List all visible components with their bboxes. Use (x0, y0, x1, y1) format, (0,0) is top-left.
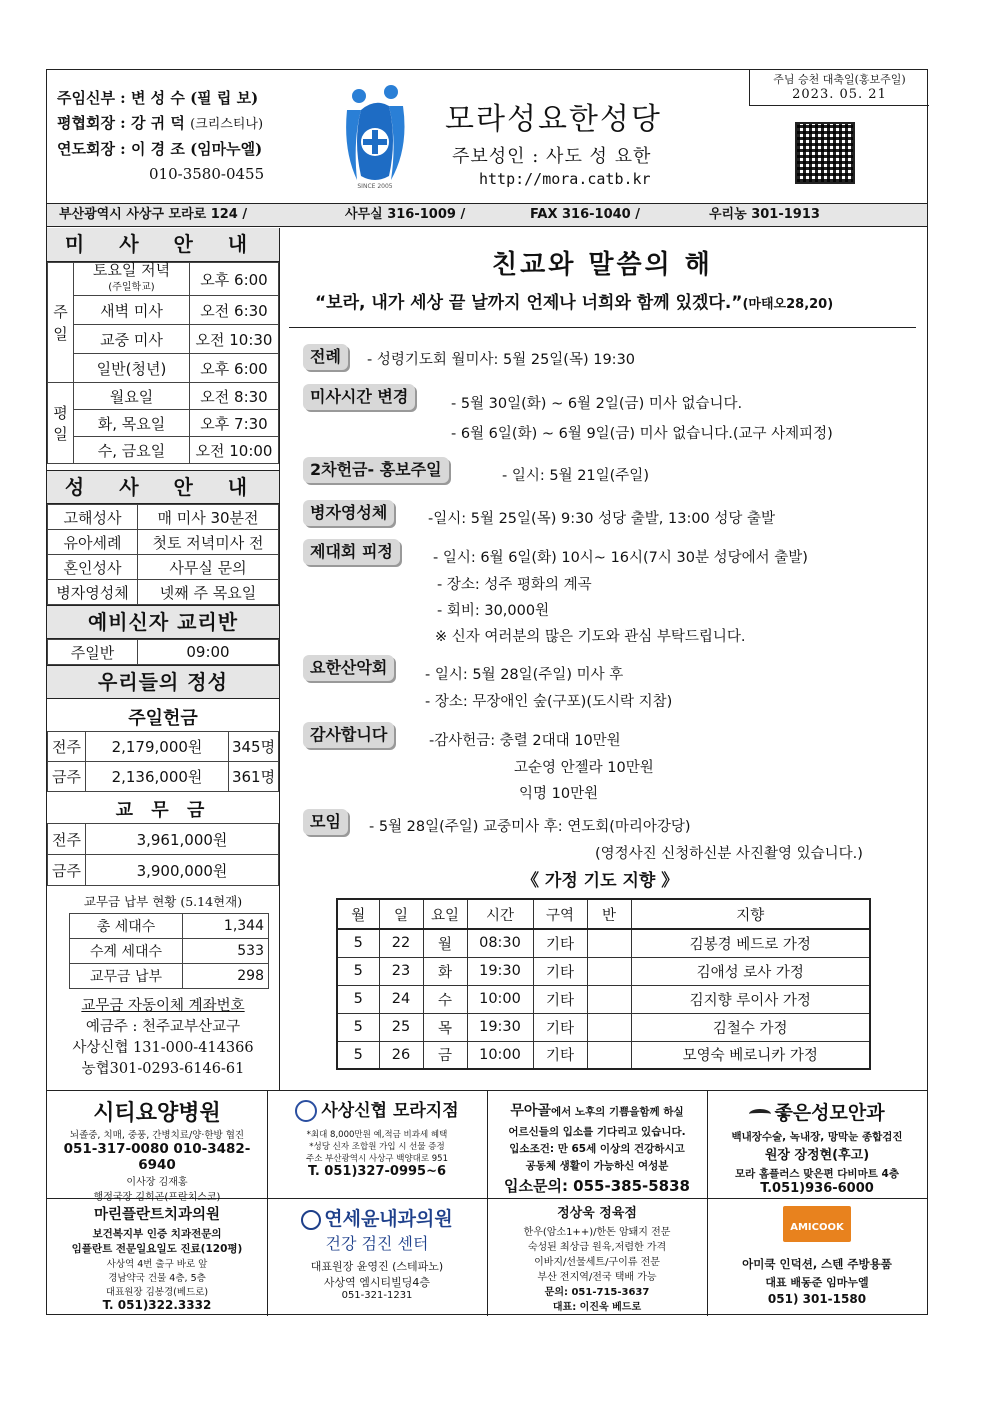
sacrament-value: 사무실 문의 (138, 555, 279, 580)
table-row: 5 22 월 08:30 기타 김봉경 베드로 가정 (337, 929, 870, 957)
senior-president: 연도회장 : 이 경 조 (임마누엘) (57, 140, 263, 158)
catechumen-title: 예비신자 교리반 (47, 605, 279, 639)
table-row: 5 25 목 19:30 기타 김철수 가정 (337, 1013, 870, 1041)
week-label: 전주 (48, 732, 86, 762)
sacrament-name: 혼인성사 (48, 555, 138, 580)
year-theme-title: 친교와 말씀의 해 (492, 250, 713, 280)
table-row: 5 26 금 10:00 기타 모영숙 베로니카 가정 (337, 1041, 870, 1069)
ad-sasang-credit-union[interactable]: 사상신협 모라지점 *최대 8,000만원 예,적금 비과세 혜택 *성당 신자 조합원 가입 시 선물 증정 주소 부산광역시 사상구 백양대로 951 T. 051)327-0995~6 (267, 1096, 487, 1179)
status-label: 총 세대수 (70, 914, 183, 939)
left-column (47, 228, 280, 1090)
due-status-title: 교무금 납부 현황 (5.14현재) (83, 894, 243, 909)
eye-logo-icon (749, 1109, 771, 1119)
table-row: 5 24 수 10:00 기타 김지향 루이사 가정 (337, 985, 870, 1013)
date-box (749, 70, 929, 106)
mass-time: 오후 6:00 (190, 354, 279, 383)
notice-tag-hiking-club: 요한산악회 (303, 655, 394, 681)
mass-time: 오전 6:30 (190, 296, 279, 325)
col-day: 일 (379, 899, 423, 929)
mass-time: 오후 6:00 (190, 263, 279, 296)
catechumen-table (47, 639, 279, 665)
account-holder: 예금주 : 천주교부산교구 (85, 1019, 241, 1035)
ad-marin-dental[interactable]: 마린플란트치과의원 보건복지부 인증 치과전문의 임플란트 전문일요일도 진료(120평) 사상역 4번 출구 바로 앞 경남약국 건물 4층, 5층 대표원장 김봉경(베드로) T. 051)322.3332 (71, 1206, 243, 1312)
credit-union-icon (295, 1100, 317, 1122)
notice-tag-thanks: 감사합니다 (303, 722, 394, 748)
sacrament-name: 고해성사 (48, 505, 138, 530)
notice-line: - 일시: 5월 21일(주일) (502, 468, 649, 484)
mass-time: 오후 7:30 (190, 410, 279, 437)
offering-amount: 2,179,000원 (86, 732, 229, 762)
table-row: 5 23 화 19:30 기타 김애성 로사 가정 (337, 957, 870, 985)
due-status-table (69, 913, 269, 989)
notice-line: - 일시: 6월 6일(화) 10시~ 16시(7시 30분 성당에서 출발) (433, 550, 808, 566)
due-amount: 3,900,000원 (86, 855, 279, 886)
sacrament-value: 첫토 저녁미사 전 (138, 530, 279, 555)
header-staff (57, 86, 264, 187)
status-label: 수계 세대수 (70, 939, 183, 964)
notice-line: - 장소: 무장애인 숲(구포)(도시락 지참) (425, 694, 673, 710)
divider (289, 327, 916, 328)
col-intention: 지향 (631, 899, 870, 929)
address: 부산광역시 사상구 모라로 124 / (59, 207, 248, 222)
sacrament-table (47, 504, 279, 605)
prayer-header-row (337, 899, 870, 929)
offering-title: 우리들의 정성 (47, 665, 279, 699)
mass-name: 화, 목요일 (74, 410, 190, 437)
scripture-quote: “보라, 내가 세상 끝 날까지 언제나 너희와 함께 있겠다.”(마태오28,20) (315, 293, 834, 313)
patron-saint: 주보성인 : 사도 성 요한 (452, 146, 652, 167)
mass-name: 일반(청년) (74, 354, 190, 383)
catechumen-day: 주일반 (48, 640, 138, 665)
notice-tag-liturgy: 전례 (303, 344, 348, 370)
mass-time: 오전 10:00 (190, 437, 279, 464)
sacrament-name: 병자영성체 (48, 580, 138, 605)
mass-time: 오전 8:30 (190, 383, 279, 410)
status-label: 교무금 납부 (70, 964, 183, 989)
mass-table (47, 262, 279, 464)
status-value: 533 (183, 939, 269, 964)
church-logo-icon (339, 80, 411, 190)
ad-mua-nursing-home[interactable]: 무아골에서 노후의 기쁨을함께 하실 어르신들의 입소를 기다리고 있습니다. 입소조건: 만 65세 이상의 건강하시고 공동체 생활이 가능하신 여성분 입소문의: 055-385-5838 (503, 1103, 690, 1195)
logo-year: SINCE 2005 (357, 183, 393, 190)
col-weekday: 요일 (423, 899, 467, 929)
notice-line: - 5월 28일(주일) 교중미사 후: 연도회(마리아강당) (369, 819, 691, 835)
notice-line: (영정사진 신청하신분 사진촬영 있습니다.) (595, 846, 863, 862)
ad-yonsei-clinic[interactable]: 연세윤내과의원 건강 검진 센터 대표원장 윤영진 (스테파노) 사상역 엠시티빌딩4층 051-321-1231 (267, 1204, 487, 1301)
notice-line: - 6월 6일(화) ~ 6월 9일(금) 미사 없습니다.(교구 사제피정) (451, 426, 833, 442)
notice-tag-meeting: 모임 (303, 809, 348, 835)
amicook-logo-icon: AMICOOK (783, 1206, 851, 1242)
mass-name: 월요일 (74, 383, 190, 410)
due-amount: 3,961,000원 (86, 824, 279, 855)
notice-line: 익명 10만원 (519, 786, 599, 802)
col-group: 반 (587, 899, 631, 929)
qr-code-icon[interactable] (795, 122, 855, 184)
fax-number: FAX 316-1040 / (530, 207, 640, 222)
notice-tag-sick-communion: 병자영성체 (303, 500, 394, 526)
ad-amicook[interactable]: AMICOOK 아미쿡 인덕션, 스텐 주방용품 대표 배동준 임마누엘 051) 301-1580 (707, 1206, 927, 1306)
address-bar (47, 203, 927, 227)
account-1: 사상신협 131-000-414366 (72, 1040, 254, 1056)
notice-line: -감사헌금: 충렬 2대대 10만원 (429, 733, 621, 749)
mass-name: 토요일 저녁 (주일학교) (74, 263, 190, 296)
sunday-label: 주일 (48, 263, 74, 383)
attendance-count: 361명 (229, 762, 279, 792)
col-month: 월 (337, 899, 379, 929)
notice-line: - 회비: 30,000원 (437, 603, 550, 619)
mass-name: 수, 금요일 (74, 437, 190, 464)
col-time: 시간 (467, 899, 533, 929)
ad-butcher-shop[interactable]: 정상욱 정육점 한우(암소1++)/한돈 암돼지 전문 숙성된 최상급 원육,저렴한 가격 이바지/선물세트/구이류 전문 부산 전지역/전국 택배 가능 문의: 051-715-3637 대표: 이진욱 베드로 (523, 1206, 671, 1313)
weekday-label: 평일 (48, 383, 74, 464)
council-president: 평협회장 : 강 귀 덕 (크리스티나) (57, 114, 264, 132)
due-table (47, 823, 279, 886)
mass-name: 교중 미사 (74, 325, 190, 354)
bulletin-date: 2023. 05. 21 (792, 87, 887, 102)
col-district: 구역 (533, 899, 587, 929)
notice-line: ※ 신자 여러분의 많은 기도와 관심 부탁드립니다. (435, 629, 746, 645)
due-title: 교 무 금 (115, 800, 211, 821)
agriculture-phone: 우리농 301-1913 (709, 207, 820, 222)
office-phone: 사무실 316-1009 / (345, 207, 466, 222)
prayer-title: 《 가정 기도 지향 》 (522, 871, 679, 891)
sacrament-title: 성 사 안 내 (47, 470, 279, 504)
week-label: 전주 (48, 824, 86, 855)
notice-line: -일시: 5월 25일(목) 9:30 성당 출발, 13:00 성당 출발 (428, 511, 776, 527)
auto-transfer-title: 교무금 자동이체 계좌번호 (81, 998, 245, 1014)
mass-time: 오전 10:30 (190, 325, 279, 354)
catechumen-time: 09:00 (138, 640, 279, 665)
offering-amount: 2,136,000원 (86, 762, 229, 792)
notice-line: - 5월 30일(화) ~ 6월 2일(금) 미사 없습니다. (451, 396, 743, 412)
pastor: 주임신부 : 변 성 수 (필 립 보) (57, 89, 259, 107)
sacrament-value: 매 미사 30분전 (138, 505, 279, 530)
bulletin-page (46, 69, 928, 1315)
phone-number: 010-3580-0455 (149, 165, 265, 183)
ad-city-hospital[interactable]: 시티요양병원 뇌졸중, 치매, 중풍, 간병치료/양·한방 협진 051-317-0080 010-3482-6940 이사장 김재홍 행정국장 김희곤(프란치스코) (63, 1100, 251, 1203)
notice-line: - 장소: 성주 평화의 계곡 (437, 577, 592, 593)
church-name: 모라성요한성당 (445, 102, 662, 137)
status-value: 298 (183, 964, 269, 989)
notice-line: - 성령기도회 월미사: 5월 25일(목) 19:30 (367, 352, 636, 368)
mass-title: 미 사 안 내 (47, 228, 279, 262)
notice-tag-second-collection: 2차헌금- 홍보주일 (303, 457, 449, 483)
week-label: 금주 (48, 762, 86, 792)
ad-eye-clinic[interactable]: 좋은성모안과 백내장수술, 녹내장, 망막눈 종합검진 원장 장정현(후고) 모라 홈플러스 맞은편 다비마트 4층 T.051)936-6000 (731, 1102, 903, 1196)
mass-name: 새벽 미사 (74, 296, 190, 325)
status-value: 1,344 (183, 914, 269, 939)
sacrament-value: 넷째 주 목요일 (138, 580, 279, 605)
notice-tag-altar-retreat: 제대회 피정 (303, 539, 400, 565)
sunday-offering-title: 주일헌금 (128, 708, 198, 729)
notice-line: 고순영 안젤라 10만원 (514, 760, 654, 776)
account-2: 농협301-0293-6146-61 (81, 1061, 245, 1077)
sacrament-name: 유아세례 (48, 530, 138, 555)
attendance-count: 345명 (229, 732, 279, 762)
clinic-logo-icon (301, 1210, 321, 1230)
notice-tag-mass-change: 미사시간 변경 (303, 384, 415, 410)
notice-line: - 일시: 5월 28일(주일) 미사 후 (425, 667, 624, 683)
sunday-offering-table (47, 731, 279, 792)
week-label: 금주 (48, 855, 86, 886)
sunday-name: 주님 승천 대축일(홍보주일) (773, 73, 906, 86)
prayer-table (336, 898, 871, 1070)
website-url[interactable]: http://mora.catb.kr (479, 170, 651, 188)
